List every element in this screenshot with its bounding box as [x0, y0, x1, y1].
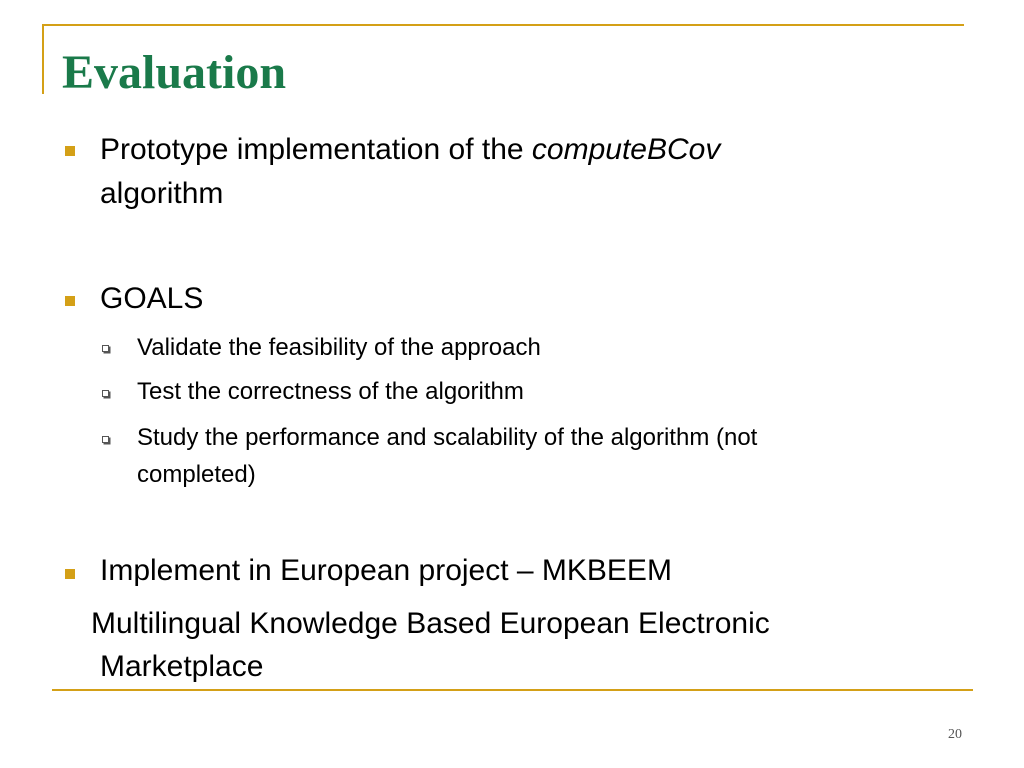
hollow-square-bullet-icon — [102, 436, 109, 443]
sub-item-3: Study the performance and scalability of the algorithm (not — [137, 424, 758, 451]
bullet-1-prefix: Prototype implementation of the — [100, 133, 532, 166]
square-bullet-icon — [65, 146, 75, 156]
bullet-1-line2: algorithm — [100, 177, 224, 210]
sub-item-2: Test the correctness of the algorithm — [137, 378, 524, 405]
hollow-square-bullet-icon — [102, 345, 109, 352]
square-bullet-icon — [65, 569, 75, 579]
slide-title: Evaluation — [62, 46, 287, 99]
sub-item-1: Validate the feasibility of the approach — [137, 334, 541, 361]
frame-left-line — [42, 24, 44, 94]
hollow-square-bullet-icon — [102, 390, 109, 397]
page-number: 20 — [948, 727, 962, 742]
bullet-3-detail-line1: Multilingual Knowledge Based European Electronic — [91, 607, 770, 640]
square-bullet-icon — [65, 296, 75, 306]
bullet-2-text: GOALS — [100, 282, 204, 315]
bullet-1-italic: computeBCov — [531, 133, 721, 166]
frame-bottom-line — [52, 689, 973, 691]
bullet-3-detail-line2: Marketplace — [100, 650, 264, 683]
frame-top-line — [42, 24, 964, 26]
bullet-3-text: Implement in European project – MKBEEM — [100, 554, 672, 587]
bullet-1-text — [100, 130, 720, 170]
sub-item-3-line2: completed) — [137, 461, 256, 488]
